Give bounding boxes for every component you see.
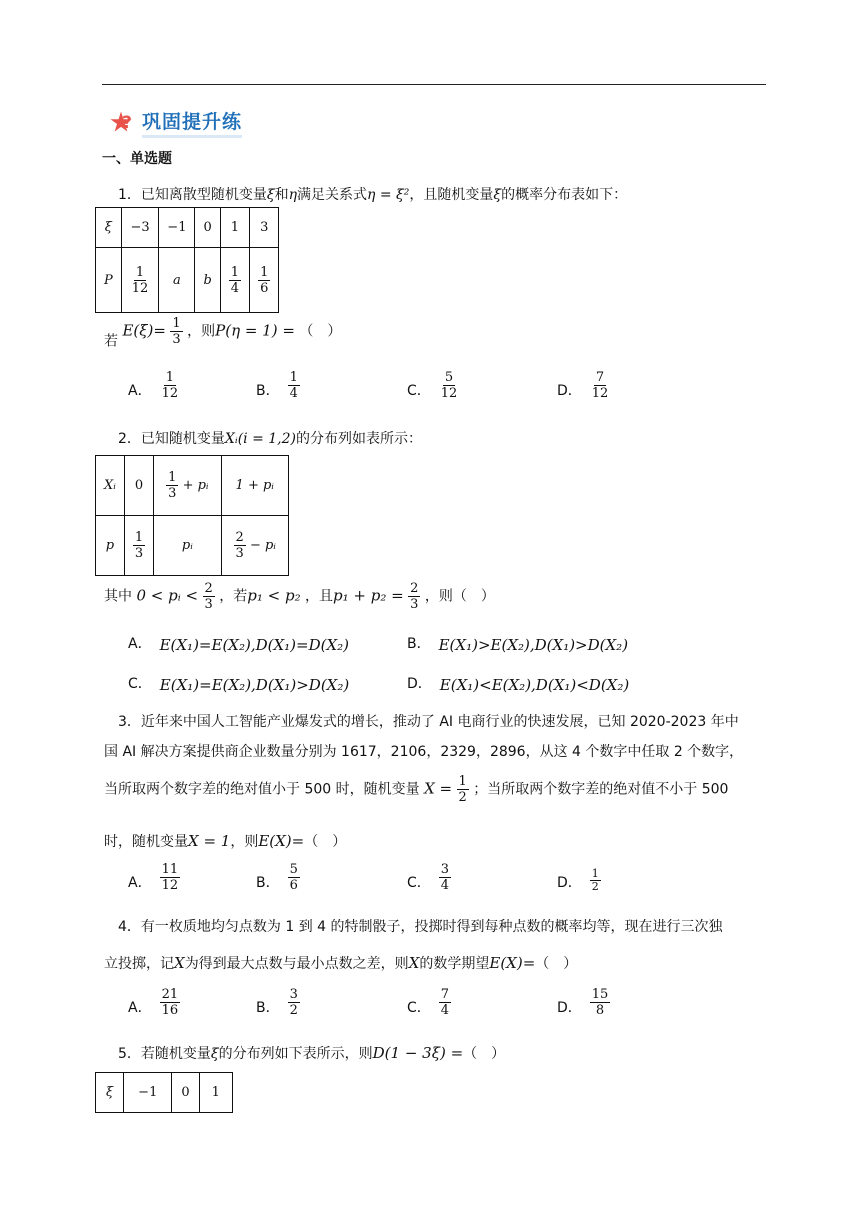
q2-option-c[interactable]: C． E(X₁)=E(X₂),D(X₁)>D(X₂) (128, 676, 350, 694)
q2-table: Xᵢ 0 $\frac{1}{3}$ + pᵢ 1 + pᵢ p $\frac{1}{3}$ pᵢ $\frac{2}{3}$ − pᵢ (95, 455, 289, 576)
q2-option-a[interactable]: A． E(X₁)=E(X₂),D(X₁)=D(X₂) (128, 636, 350, 654)
q4-option-c[interactable]: C． $\frac{7}{4}$ (407, 987, 450, 1018)
q2-option-b[interactable]: B． E(X₁)>E(X₂),D(X₁)>D(X₂) (407, 636, 629, 654)
q3-option-d[interactable]: D． $\frac{1}{2}$ (557, 867, 599, 893)
q2-stem: 2．已知随机变量Xᵢ(i = 1,2)的分布列如表所示： (118, 431, 423, 447)
q4-line-1: 4．有一枚质地均匀点数为 1 到 4 的特制骰子，投掷时得到每种点数的概率均等，现在进行三次独 (118, 919, 723, 935)
q3-line-4: 时，随机变量X = 1，则E(X)=（ ） (104, 832, 347, 850)
q4-option-b[interactable]: B． $\frac{3}{2}$ (256, 987, 298, 1018)
heading-single-choice: 一、单选题 (102, 151, 172, 167)
q1-option-b[interactable]: B． $\frac{1}{4}$ (256, 370, 298, 401)
q1-option-a[interactable]: A． $\frac{1}{12}$ (128, 370, 179, 401)
q1-option-d[interactable]: D． $\frac{7}{12}$ (557, 370, 609, 401)
q1-condition: 若 E(ξ)= $\frac{1}{3}$ ，则P(η = 1) = （ ） (104, 316, 342, 350)
q4-option-d[interactable]: D． $\frac{15}{8}$ (557, 987, 609, 1018)
section-header (110, 107, 242, 138)
q5-table: ξ −1 0 1 (95, 1072, 233, 1113)
section-title: 巩固提升练 (142, 107, 242, 138)
q3-option-b[interactable]: B． $\frac{5}{6}$ (256, 862, 298, 893)
q3-line-2: 国 AI 解决方案提供商企业数量分别为 1617，2106，2329，2896，从这 4 个数字中任取 2 个数字， (104, 744, 744, 760)
q4-line-2: 立投掷，记X为得到最大点数与最小点数之差，则X的数学期望E(X)=（ ） (104, 954, 578, 972)
q3-line-1: 3．近年来中国人工智能产业爆发式的增长，推动了 AI 电商行业的快速发展，已知 2020-2023 年中 (118, 714, 739, 730)
q2-option-d[interactable]: D． E(X₁)<E(X₂),D(X₁)<D(X₂) (407, 676, 630, 694)
q4-option-a[interactable]: A． $\frac{21}{16}$ (128, 987, 179, 1018)
q3-option-c[interactable]: C． $\frac{3}{4}$ (407, 862, 450, 893)
q5-stem: 5．若随机变量ξ的分布列如下表所示，则D(1 − 3ξ) =（ ） (118, 1044, 506, 1062)
q3-line-3: 当所取两个数字差的绝对值小于 500 时，随机变量 X = $\frac{1}{2}$ ；当所取两个数字差的绝对值不小于 500 (104, 774, 729, 805)
q2-condition: 其中 0 < pᵢ < $\frac{2}{3}$ ，若p₁ < p₂ ，且p₁ + p₂ = $\frac{2}{3}$ ，则（ ） (104, 581, 495, 612)
header-rule (102, 84, 766, 85)
q3-option-a[interactable]: A． $\frac{11}{12}$ (128, 862, 179, 893)
q1-table: ξ −3 −1 0 1 3 P $\frac{1}{12}$ a b $\frac{1}{4}$ $\frac{1}{6}$ (95, 207, 279, 313)
q1-stem: 1．已知离散型随机变量ξ和η满足关系式η = ξ²，且随机变量ξ的概率分布表如下： (118, 187, 628, 203)
star-badge-icon: ? (110, 112, 136, 134)
q1-option-c[interactable]: C． $\frac{5}{12}$ (407, 370, 458, 401)
